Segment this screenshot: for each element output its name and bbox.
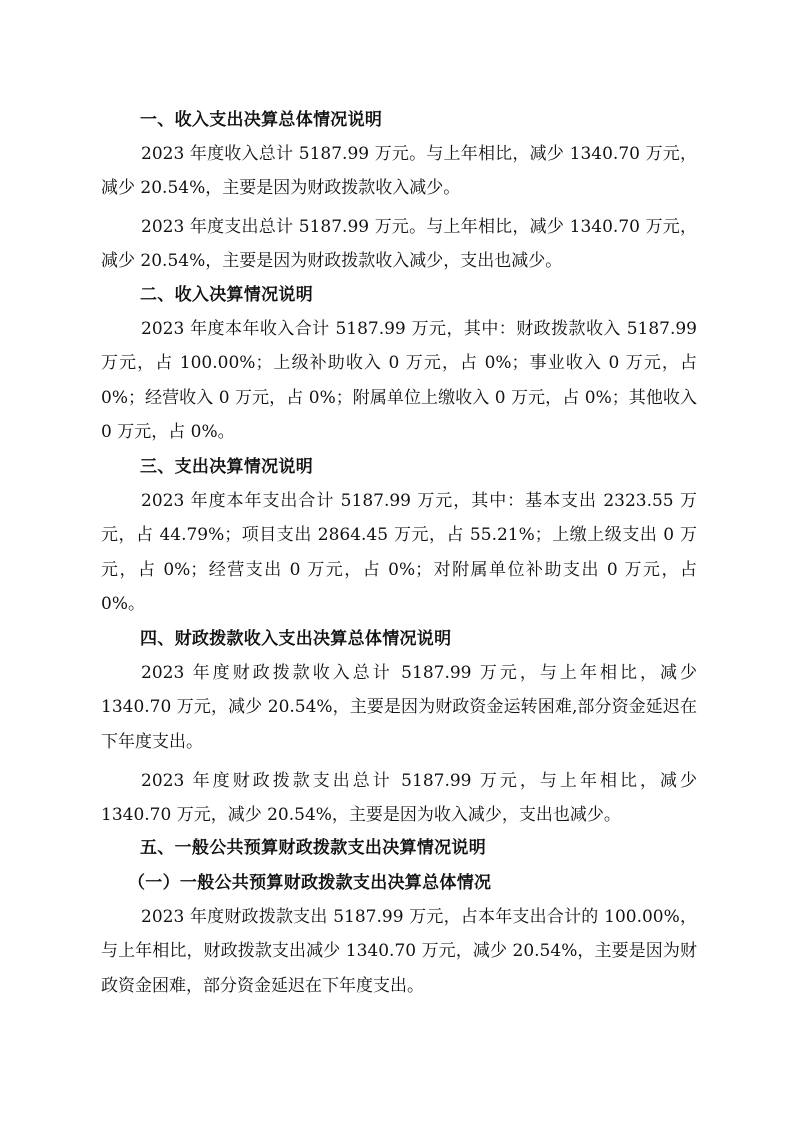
section-1-heading: 一、收入支出决算总体情况说明 [140, 110, 383, 130]
section-1-paragraph-2: 2023 年度支出总计 5187.99 万元。与上年相比，减少 1340.70 万元，减少 20.54%，主要是因为财政拨款收入减少，支出也减少。 [101, 217, 697, 272]
section-2-paragraph-1: 2023 年度本年收入合计 5187.99 万元，其中：财政拨款收入 5187.99 万元，占 100.00%；上级补助收入 0 万元，占 0%；事业收入 0 万元，占 0%；经营收入 0 万元，占 0%；附属单位上缴收入 0 万元，占 0%；其他收入 0 万元，占 0%。 [101, 319, 697, 443]
section-2-heading: 二、收入决算情况说明 [140, 285, 313, 305]
section-4-heading: 四、财政拨款收入支出决算总体情况说明 [140, 629, 452, 649]
section-3-paragraph-1: 2023 年度本年支出合计 5187.99 万元，其中：基本支出 2323.55 万元，占 44.79%；项目支出 2864.45 万元，占 55.21%；上缴上级支出 0 万元，占 0%；经营支出 0 万元，占 0%；对附属单位补助支出 0 万元，占 0%。 [101, 491, 697, 615]
section-5-heading: 五、一般公共预算财政拨款支出决算情况说明 [140, 838, 486, 858]
section-4-paragraph-1: 2023 年度财政拨款收入总计 5187.99 万元，与上年相比，减少 1340.70 万元，减少 20.54%，主要是因为财政资金运转困难,部分资金延迟在下年度支出。 [101, 663, 697, 752]
section-3-heading: 三、支出决算情况说明 [140, 457, 313, 477]
section-4-paragraph-2: 2023 年度财政拨款支出总计 5187.99 万元，与上年相比，减少 1340.70 万元，减少 20.54%，主要是因为收入减少，支出也减少。 [101, 771, 697, 826]
section-1-paragraph-1: 2023 年度收入总计 5187.99 万元。与上年相比，减少 1340.70 万元，减少 20.54%，主要是因为财政拨款收入减少。 [101, 144, 697, 199]
section-5-paragraph-1: 2023 年度财政拨款支出 5187.99 万元，占本年支出合计的 100.00%，与上年相比，财政拨款支出减少 1340.70 万元，减少 20.54%，主要是因为财政资金困难，部分资金延迟在下年度支出。 [101, 907, 697, 996]
section-5-subheading: （一）一般公共预算财政拨款支出决算总体情况 [128, 873, 492, 893]
